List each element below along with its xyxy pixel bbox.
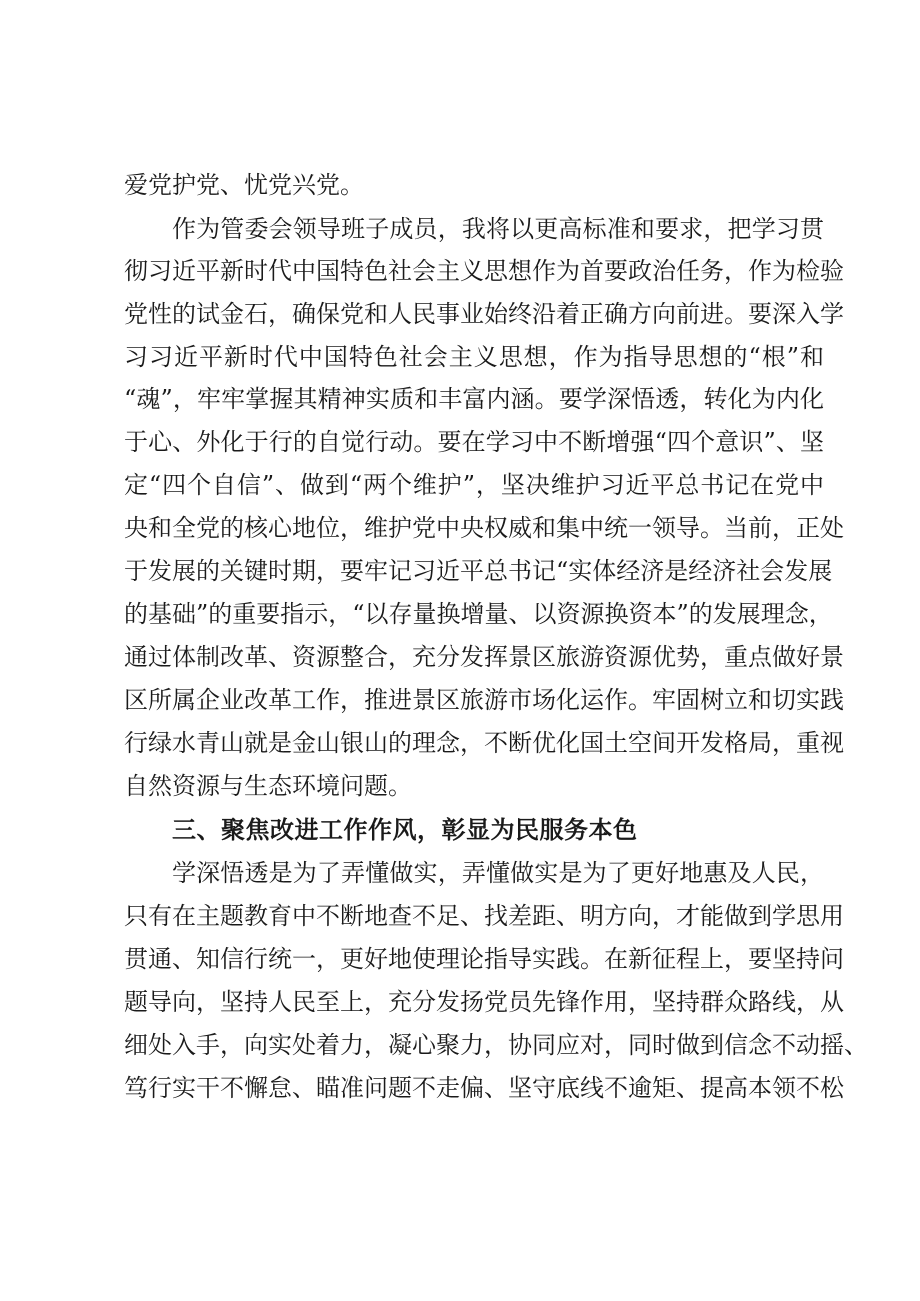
paragraph-3-line-5: 细处入手，向实处着力，凝心聚力，协同应对，同时做到信念不动摇、: [124, 1031, 868, 1059]
paragraph-3-line-4: 题导向，坚持人民至上，充分发扬党员先锋作用，坚持群众路线，从: [124, 988, 844, 1016]
paragraph-2-line-3: 党性的试金石，确保党和人民事业始终沿着正确方向前进。要深入学: [124, 300, 844, 328]
paragraph-2-line-2: 彻习近平新时代中国特色社会主义思想作为首要政治任务，作为检验: [124, 257, 844, 285]
paragraph-2-line-1: 作为管委会领导班子成员，我将以更高标准和要求，把学习贯: [172, 215, 824, 243]
paragraph-3-line-2: 只有在主题教育中不断地查不足、找差距、明方向，才能做到学思用: [124, 902, 844, 930]
paragraph-2-line-11: 通过体制改革、资源整合，充分发挥景区旅游资源优势，重点做好景: [124, 643, 844, 671]
paragraph-2-line-6: 于心、外化于行的自觉行动。要在学习中不断增强“四个意识”、坚: [124, 428, 824, 456]
paragraph-2-line-13: 行绿水青山就是金山银山的理念，不断优化国土空间开发格局，重视: [124, 729, 844, 757]
paragraph-1-line-1: 爱党护党、忧党兴党。: [124, 171, 364, 199]
paragraph-2-line-5: “魂”，牢牢掌握其精神实质和丰富内涵。要学深悟透，转化为内化: [124, 385, 824, 413]
paragraph-2-line-4: 习习近平新时代中国特色社会主义思想，作为指导思想的“根”和: [124, 343, 824, 371]
paragraph-3-line-1: 学深悟透是为了弄懂做实，弄懂做实是为了更好地惠及人民，: [172, 859, 824, 887]
paragraph-2-line-8: 央和全党的核心地位，维护党中央权威和集中统一领导。当前，正处: [124, 514, 844, 542]
paragraph-2-line-10: 的基础”的重要指示，“以存量换增量、以资源换资本”的发展理念，: [124, 600, 833, 628]
paragraph-2-line-9: 于发展的关键时期，要牢记习近平总书记“实体经济是经济社会发展: [124, 557, 833, 585]
paragraph-2-line-14: 自然资源与生态环境问题。: [124, 772, 412, 800]
section-heading: 三、聚焦改进工作作风，彰显为民服务本色: [172, 816, 638, 844]
paragraph-3-line-3: 贯通、知信行统一，更好地使理论指导实践。在新征程上，要坚持问: [124, 945, 844, 973]
paragraph-2-line-7: 定“四个自信”、做到“两个维护”，坚决维护习近平总书记在党中: [124, 471, 824, 499]
paragraph-2-line-12: 区所属企业改革工作，推进景区旅游市场化运作。牢固树立和切实践: [124, 686, 844, 714]
paragraph-3-line-6: 笃行实干不懈怠、瞄准问题不走偏、坚守底线不逾矩、提高本领不松: [124, 1074, 844, 1102]
